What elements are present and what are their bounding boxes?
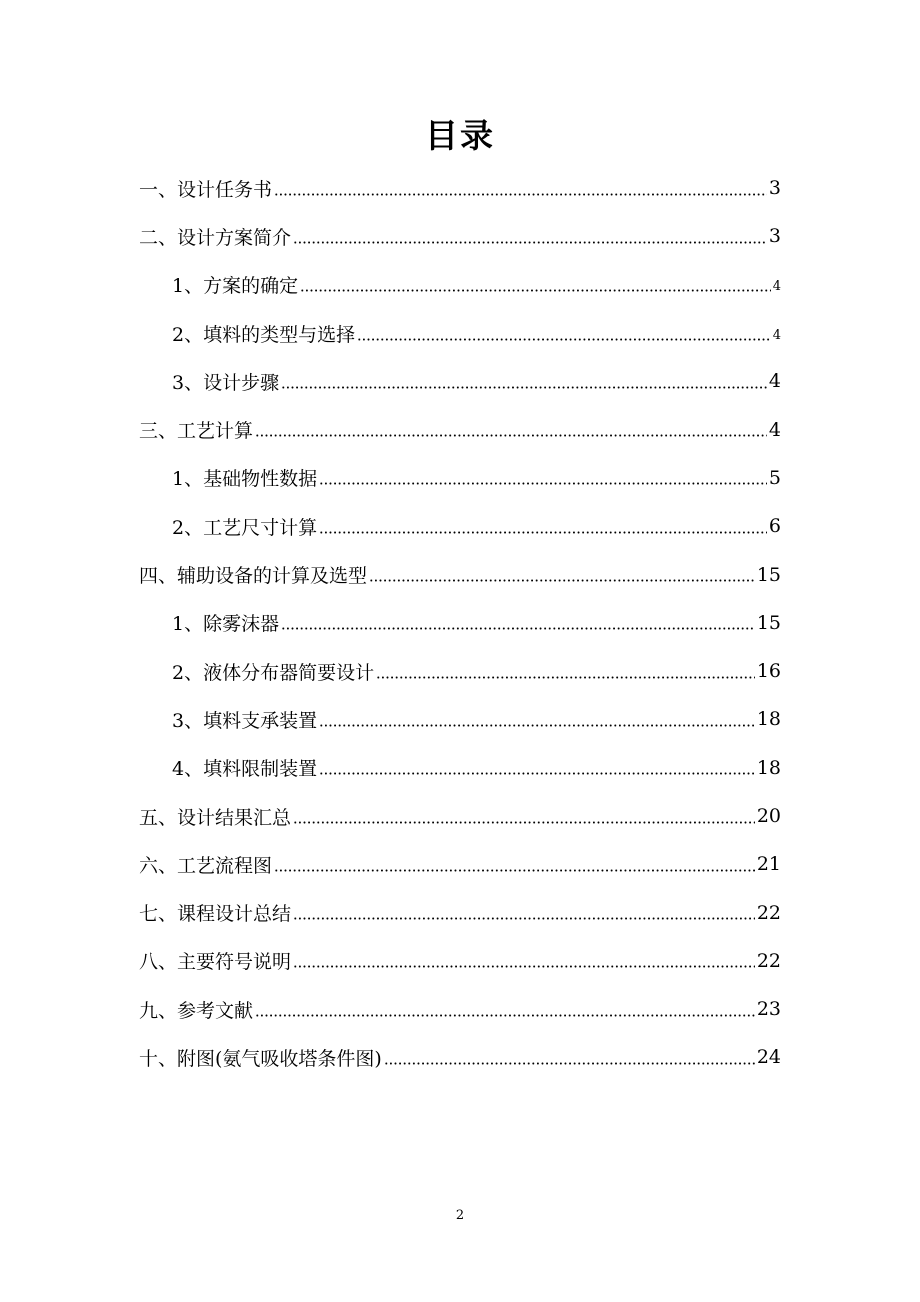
- toc-entry-page: 3: [768, 225, 781, 248]
- toc-entry-label: 2、液体分布器简要设计: [172, 661, 375, 684]
- toc-entry[interactable]: [139, 261, 781, 309]
- toc-dot-leader: [319, 530, 767, 534]
- toc-dot-leader: [384, 1061, 755, 1065]
- toc-entry-label: 1、方案的确定: [172, 275, 299, 298]
- toc-entry[interactable]: [139, 212, 781, 260]
- toc-dot-leader: [255, 434, 767, 438]
- toc-dot-leader: [293, 917, 755, 921]
- toc-entry-page: 4: [772, 327, 781, 343]
- toc-entry-label: 十、附图(氨气吸收塔条件图): [139, 1047, 382, 1070]
- toc-entry[interactable]: [139, 985, 781, 1033]
- toc-entry-page: 3: [768, 177, 781, 200]
- toc-dot-leader: [319, 482, 767, 486]
- toc-entry-label: 二、设计方案简介: [139, 226, 292, 249]
- toc-entry-page: 16: [756, 660, 781, 683]
- toc-dot-leader: [369, 579, 755, 583]
- toc-dot-leader: [293, 240, 767, 244]
- toc-entry[interactable]: [139, 1033, 781, 1081]
- toc-entry-label: 八、主要符号说明: [139, 951, 292, 974]
- toc-entry-page: 15: [756, 611, 781, 634]
- toc-entry[interactable]: [139, 164, 781, 212]
- toc-entry-page: 5: [768, 466, 781, 489]
- toc-dot-leader: [281, 385, 767, 389]
- toc-entry[interactable]: [139, 309, 781, 357]
- toc-dot-leader: [281, 627, 755, 631]
- page-title: 目录: [425, 116, 495, 155]
- toc-entry[interactable]: [139, 840, 781, 888]
- toc-entry-page: 18: [756, 756, 781, 779]
- toc-entry-page: 22: [756, 901, 781, 924]
- page-number: 2: [455, 1208, 465, 1223]
- toc-entry-page: 15: [756, 563, 781, 586]
- toc-entry-label: 4、填料限制装置: [172, 758, 318, 781]
- toc-dot-leader: [376, 675, 755, 679]
- toc-entry[interactable]: [139, 599, 781, 647]
- toc-entry[interactable]: [139, 744, 781, 792]
- toc-entry-label: 七、课程设计总结: [139, 903, 292, 926]
- toc-entry-label: 六、工艺流程图: [139, 854, 273, 877]
- toc-entry-page: 4: [772, 279, 781, 295]
- toc-entry-label: 3、填料支承装置: [172, 709, 318, 732]
- toc-entry-label: 1、基础物性数据: [172, 468, 318, 491]
- toc-dot-leader: [319, 772, 755, 776]
- toc-dot-leader: [293, 965, 755, 969]
- toc-entry-page: 20: [756, 805, 781, 827]
- toc-entry-page: 6: [768, 515, 781, 538]
- toc-entry-page: 24: [756, 1046, 781, 1069]
- toc-entry[interactable]: [139, 792, 781, 840]
- toc-entry-label: 3、设计步骤: [172, 371, 280, 394]
- toc-entry-page: 4: [768, 370, 781, 393]
- toc-dot-leader: [293, 820, 755, 824]
- toc-entry[interactable]: [139, 550, 781, 598]
- toc-entry[interactable]: [139, 502, 781, 550]
- toc-entry-label: 五、设计结果汇总: [139, 806, 292, 829]
- toc-dot-leader: [274, 192, 767, 196]
- toc-entry-page: 18: [756, 708, 781, 731]
- toc-dot-leader: [300, 289, 771, 293]
- toc-entry-label: 2、填料的类型与选择: [172, 323, 356, 346]
- toc-dot-leader: [255, 1013, 755, 1017]
- toc-entry-label: 2、工艺尺寸计算: [172, 516, 318, 539]
- toc-entry-label: 九、参考文献: [139, 999, 254, 1022]
- toc-entry-page: 21: [756, 853, 781, 876]
- toc-entry[interactable]: [139, 647, 781, 695]
- toc-dot-leader: [357, 337, 771, 341]
- toc-dot-leader: [274, 868, 755, 872]
- toc-dot-leader: [319, 723, 755, 727]
- toc-entry[interactable]: [139, 454, 781, 502]
- toc-entry[interactable]: [139, 405, 781, 453]
- toc-entry-label: 三、工艺计算: [139, 420, 254, 443]
- toc-entry[interactable]: [139, 888, 781, 936]
- toc-entry[interactable]: [139, 937, 781, 985]
- toc-entry[interactable]: [139, 695, 781, 743]
- table-of-contents: [139, 164, 781, 1082]
- toc-entry-label: 1、除雾沫器: [172, 613, 280, 636]
- toc-entry[interactable]: [139, 357, 781, 405]
- toc-entry-label: 四、辅助设备的计算及选型: [139, 565, 368, 588]
- toc-entry-page: 23: [756, 998, 781, 1021]
- toc-entry-page: 4: [768, 418, 781, 441]
- toc-entry-label: 一、设计任务书: [139, 178, 273, 201]
- toc-entry-page: 22: [756, 949, 781, 972]
